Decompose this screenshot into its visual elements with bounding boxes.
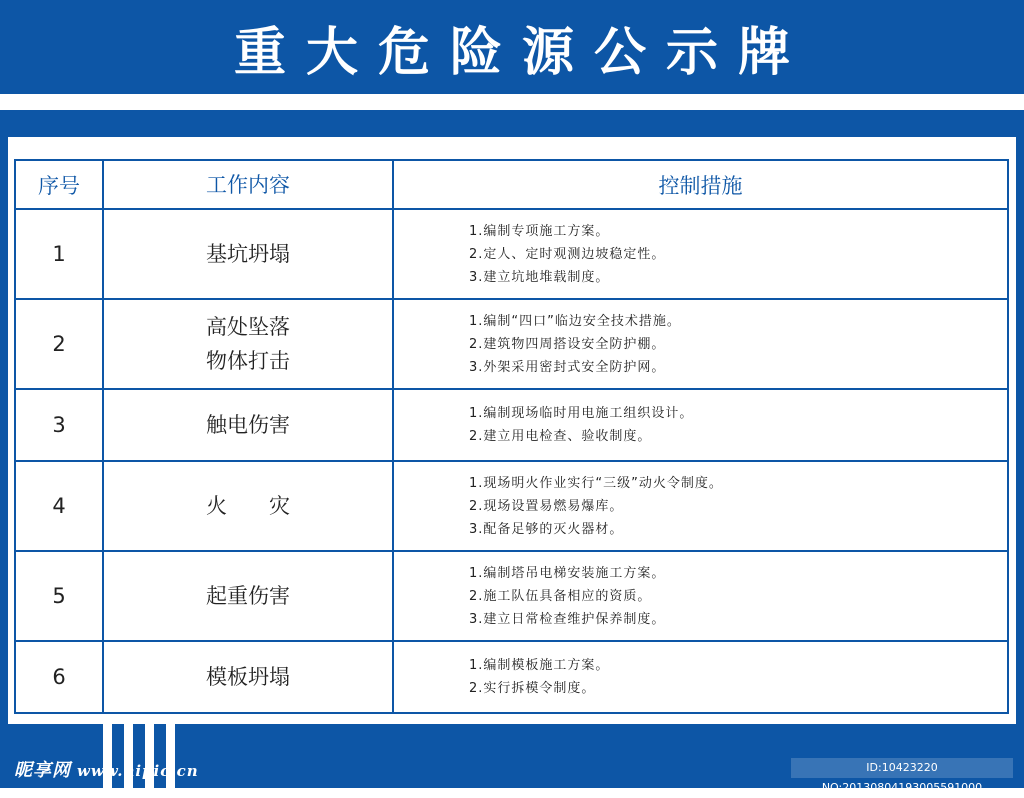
measure-item: 2.建筑物四周搭设安全防护棚。: [469, 336, 666, 352]
work-item: 火 灾: [206, 494, 290, 518]
measures-cell: [393, 209, 1008, 299]
watermark: [14, 756, 199, 782]
measure-item: 2.施工队伍具备相应的资质。: [469, 588, 652, 604]
work-item: 物体打击: [206, 349, 290, 373]
header-work: 工作内容: [103, 160, 393, 209]
work-cell: [103, 389, 393, 461]
measure-item: 3.建立坑地堆载制度。: [469, 269, 610, 285]
measure-item: 2.建立用电检查、验收制度。: [469, 429, 652, 444]
measures-cell: [393, 641, 1008, 713]
measures-cell: [393, 389, 1008, 461]
table-row: [15, 299, 1008, 389]
work-cell: [103, 299, 393, 389]
row-no: 5: [15, 551, 103, 641]
work-item: 触电伤害: [206, 413, 290, 437]
work-cell: [103, 461, 393, 551]
work-item: 基坑坍塌: [206, 242, 290, 266]
table-header-row: [15, 160, 1008, 209]
work-cell: [103, 209, 393, 299]
image-id-badge: ID:10423220 NO:20130804193005591000: [791, 758, 1013, 778]
measures-cell: [393, 461, 1008, 551]
measures-cell: [393, 551, 1008, 641]
work-cell: [103, 551, 393, 641]
work-item: 模板坍塌: [206, 665, 290, 689]
work-item: 起重伤害: [206, 584, 290, 608]
measure-item: 1.编制模板施工方案。: [469, 658, 610, 673]
measure-item: 1.编制现场临时用电施工组织设计。: [469, 406, 694, 421]
measure-item: 1.现场明火作业实行“三级”动火令制度。: [469, 475, 723, 491]
watermark-site: www.nipic.cn: [77, 762, 199, 780]
page-title: 重大危险源公示牌: [233, 22, 810, 83]
table-row: [15, 551, 1008, 641]
table-row: [15, 209, 1008, 299]
table-row: [15, 461, 1008, 551]
row-no: 2: [15, 299, 103, 389]
row-no: 3: [15, 389, 103, 461]
measure-item: 2.现场设置易燃易爆库。: [469, 498, 624, 514]
watermark-brand: 昵享网: [14, 760, 71, 781]
measures-cell: [393, 299, 1008, 389]
work-item: 高处坠落: [206, 315, 290, 339]
measure-item: 3.外架采用密封式安全防护网。: [469, 359, 666, 375]
hazard-table: [14, 159, 1009, 714]
table-row: [15, 641, 1008, 713]
row-no: 4: [15, 461, 103, 551]
measure-item: 2.实行拆模令制度。: [469, 681, 596, 696]
measure-item: 2.定人、定时观测边坡稳定性。: [469, 246, 666, 262]
header-control: 控制措施: [393, 160, 1008, 209]
measure-item: 3.配备足够的灭火器材。: [469, 521, 624, 537]
header-stripe: [0, 110, 1024, 137]
header-no: 序号: [15, 160, 103, 209]
header-band: [0, 0, 1024, 94]
measure-item: 1.编制塔吊电梯安装施工方案。: [469, 565, 666, 581]
measure-item: 1.编制“四口”临边安全技术措施。: [469, 313, 681, 329]
table-row: [15, 389, 1008, 461]
row-no: 6: [15, 641, 103, 713]
measure-item: 3.建立日常检查维护保养制度。: [469, 611, 666, 627]
row-no: 1: [15, 209, 103, 299]
measure-item: 1.编制专项施工方案。: [469, 223, 610, 239]
work-cell: [103, 641, 393, 713]
